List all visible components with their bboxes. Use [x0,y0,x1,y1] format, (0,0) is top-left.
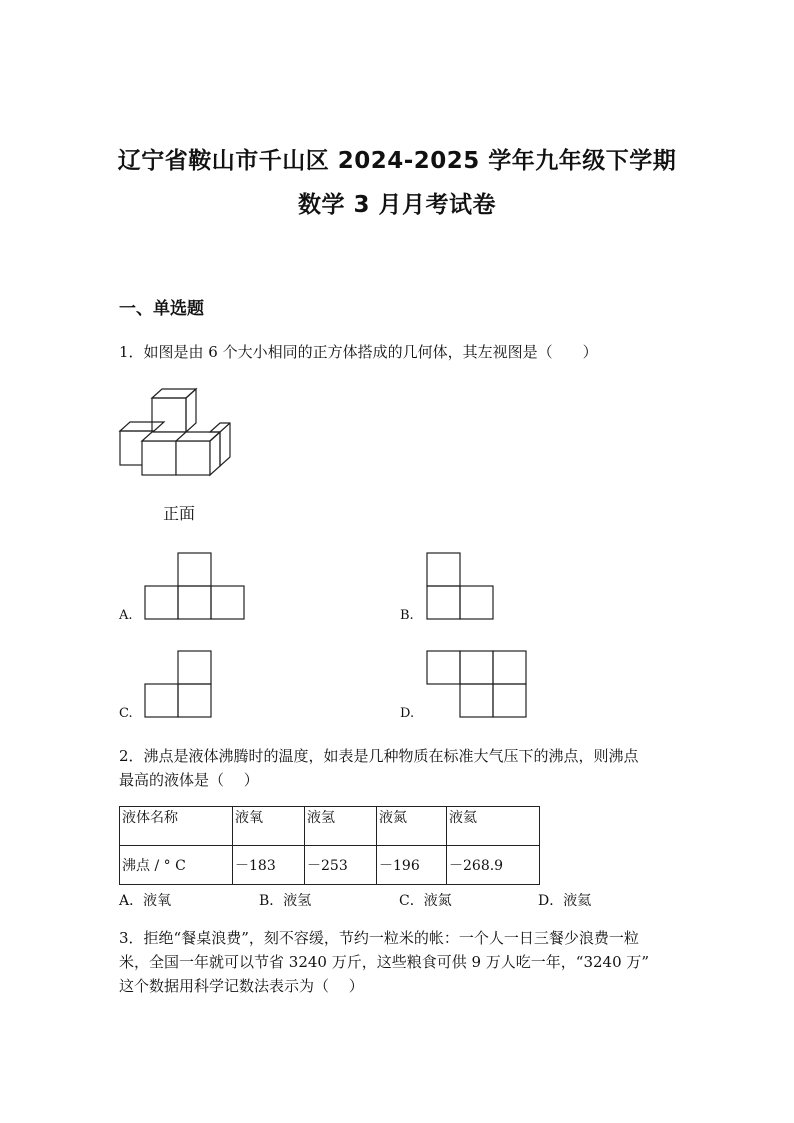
table-cell: 液氮 [377,807,447,846]
q2-choice-a[interactable]: A．液氧 [119,893,172,909]
table-cell: －196 [377,846,447,885]
page-title-line1: 辽宁省鞍山市千山区 2024-2025 学年九年级下学期 [117,148,677,174]
table-cell: －183 [233,846,305,885]
boiling-point-table [119,806,540,885]
q2-choice-d[interactable]: D．液氦 [538,893,592,909]
table-cell: 液体名称 [120,807,233,846]
table-cell: 液氦 [447,807,540,846]
question-3-line3: 这个数据用科学记数法表示为（ ） [119,977,364,995]
table-cell: －268.9 [447,846,540,885]
q2-choice-b[interactable]: B．液氢 [259,893,312,909]
question-1-text: 1．如图是由 6 个大小相同的正方体搭成的几何体，其左视图是（ ） [119,343,598,361]
question-2-line2: 最高的液体是（ ） [119,771,259,789]
question-3-line2: 米，全国一年就可以节省 3240 万斤，这些粮食可供 9 万人吃一年，“3240 万” [119,953,650,971]
figure-caption-front: 正面 [163,504,196,523]
question-2-line1: 2．沸点是液体沸腾时的温度，如表是几种物质在标准大气压下的沸点，则沸点 [119,747,639,765]
table-row [120,846,540,885]
question-3-line1: 3．拒绝“餐桌浪费”，刻不容缓，节约一粒米的帐：一个人一日三餐少浪费一粒 [119,929,639,947]
option-a-label[interactable]: A. [119,608,133,623]
option-c-label[interactable]: C. [119,706,133,721]
q2-choice-c[interactable]: C．液氮 [399,893,452,909]
table-cell: 液氢 [305,807,377,846]
option-d-label[interactable]: D. [400,706,415,721]
page-title-line2: 数学 3 月月考试卷 [297,192,497,218]
table-row [120,807,540,846]
cube-stack-figure [118,386,238,478]
table-cell: 沸点 / ° C [120,846,233,885]
option-b-label[interactable]: B. [400,608,414,623]
option-b-figure [426,552,498,622]
table-cell: －253 [305,846,377,885]
option-d-figure [426,650,530,720]
option-a-figure [144,552,248,622]
table-cell: 液氧 [233,807,305,846]
section-heading: 一、单选题 [119,299,204,319]
option-c-figure [144,650,216,720]
